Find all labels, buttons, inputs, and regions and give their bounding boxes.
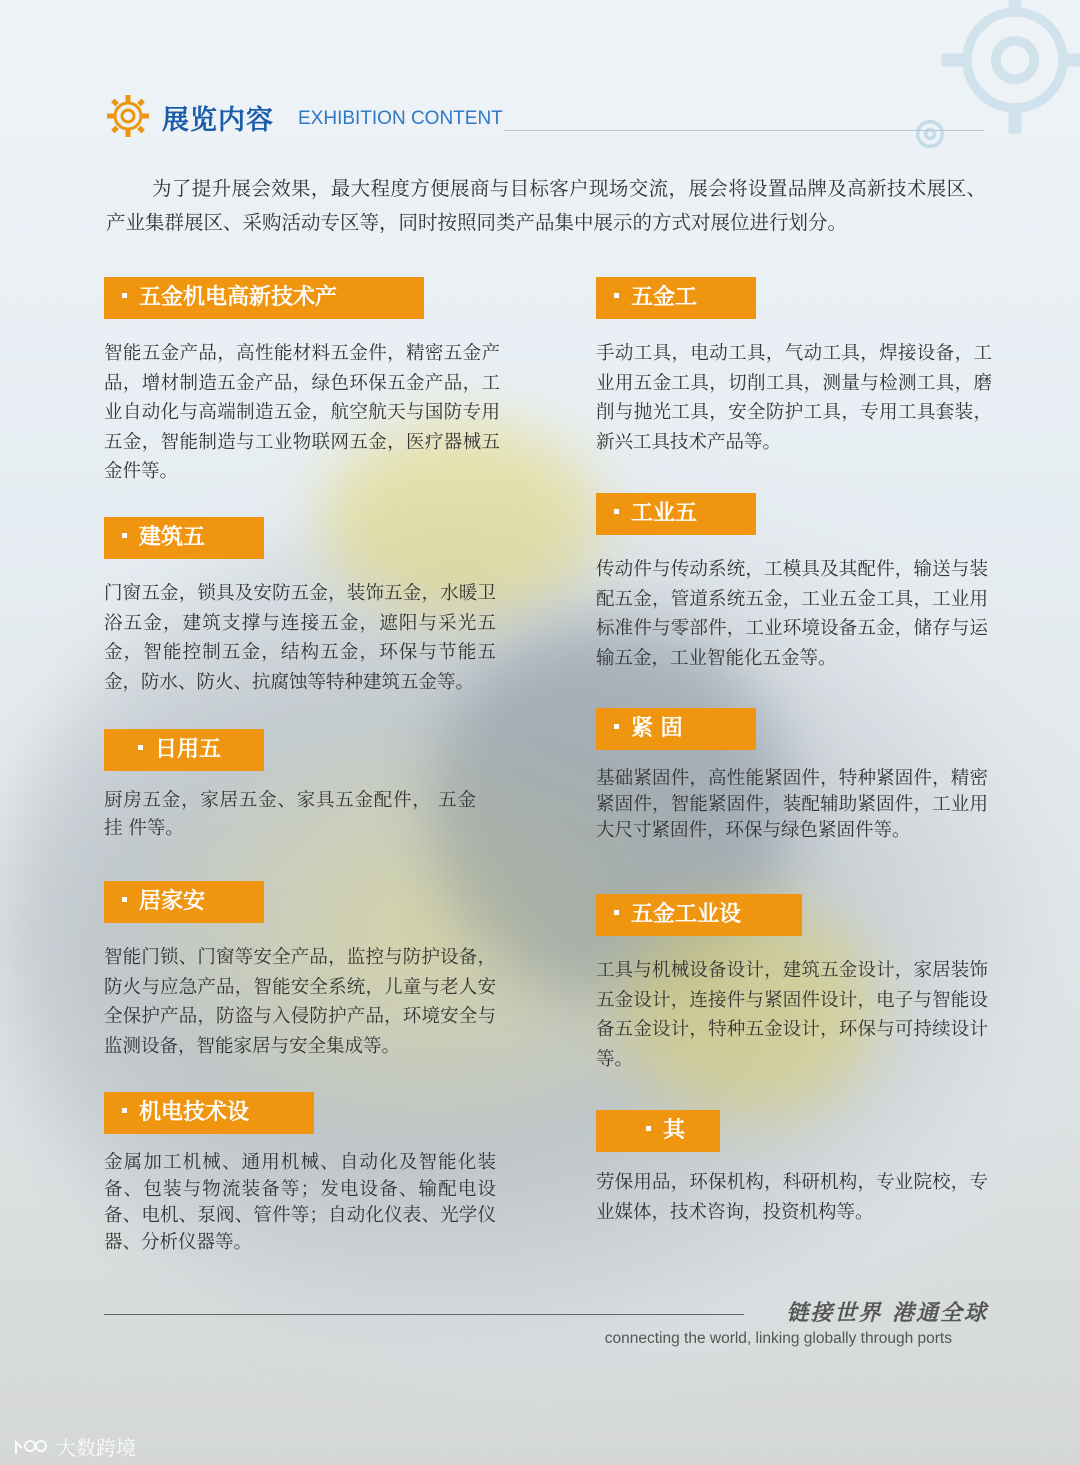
category-block xyxy=(596,708,988,844)
section-header xyxy=(104,92,984,142)
page-title: 展览内容 xyxy=(162,105,274,136)
category-label: 居家安 xyxy=(139,889,206,914)
intro-paragraph: 为了提升展会效果，最大程度方便展商与目标客户现场交流，展会将设置品牌及高新技术展区、产业集群展区、采购活动专区等，同时按照同类产品集中展示的方式对展位进行划分。 xyxy=(106,177,986,234)
category-block xyxy=(596,277,992,457)
bullet-icon xyxy=(122,897,127,902)
category-description: 基础紧固件，高性能紧固件，特种紧固件，精密紧固件，智能紧固件，装配辅助紧固件，工业用大尺寸紧固件，环保与绿色紧固件等。 xyxy=(596,768,988,841)
category-label-box xyxy=(596,894,802,936)
category-description: 智能门锁、门窗等安全产品，监控与防护设备，防火与应急产品，智能安全系统，儿童与老人安全保护产品，防盗与入侵防护产品，环境安全与监测设备，智能家居与安全集成等。 xyxy=(104,947,496,1057)
category-label: 五金工 xyxy=(631,285,698,310)
category-description: 厨房五金，家居五金、家具五金配件， 五金挂 件等。 xyxy=(104,790,476,839)
category-label: 五金工业设 xyxy=(631,902,742,927)
page-title-english: EXHIBITION CONTENT xyxy=(298,108,503,129)
category-description: 智能五金产品，高性能材料五金件，精密五金产品，增材制造五金产品，绿色环保五金产品，工业自动化与高端制造五金，航空航天与国防专用五金，智能制造与工业物联网五金，医疗器械五金件等。 xyxy=(104,343,500,482)
bullet-icon xyxy=(614,293,619,298)
category-label: 机电技术设 xyxy=(139,1100,250,1125)
category-label-box xyxy=(104,881,264,923)
category-block xyxy=(104,729,476,843)
bullet-icon xyxy=(138,745,143,750)
category-label: 工业五 xyxy=(631,501,698,526)
footer-divider xyxy=(104,1314,744,1315)
category-description: 工具与机械设备设计，建筑五金设计，家居装饰五金设计，连接件与紧固件设计，电子与智能设备五金设计，特种五金设计，环保与可持续设计等。 xyxy=(596,960,988,1070)
gear-icon xyxy=(104,92,152,140)
bullet-icon xyxy=(122,293,127,298)
bullet-icon xyxy=(122,533,127,538)
category-label-box xyxy=(104,729,264,771)
category-label-box xyxy=(104,277,424,319)
category-label: 建筑五 xyxy=(139,525,206,550)
watermark xyxy=(12,1432,136,1461)
bullet-icon xyxy=(614,724,619,729)
watermark-logo-icon xyxy=(12,1436,50,1458)
category-label-box xyxy=(596,493,756,535)
bullet-icon xyxy=(614,910,619,915)
category-label: 五金机电高新技术产 xyxy=(139,285,338,310)
category-label-box xyxy=(104,1092,314,1134)
category-label-box xyxy=(104,517,264,559)
category-block xyxy=(596,894,988,1074)
bullet-icon xyxy=(614,509,619,514)
slogan-chinese: 链接世界 港通全球 xyxy=(786,1301,988,1326)
category-label-box xyxy=(596,708,756,750)
header-divider xyxy=(504,130,984,131)
category-label: 紧 固 xyxy=(631,716,683,741)
category-block xyxy=(104,517,496,697)
category-description: 传动件与传动系统，工模具及其配件，输送与装配五金，管道系统五金，工业五金工具，工业用标准件与零部件，工业环境设备五金，储存与运输五金，工业智能化五金等。 xyxy=(596,559,988,669)
category-description: 门窗五金，锁具及安防五金，装饰五金，水暖卫浴五金，建筑支撑与连接五金，遮阳与采光五金，智能控制五金，结构五金，环保与节能五金，防水、防火、抗腐蚀等特种建筑五金等。 xyxy=(104,583,496,693)
category-label-box xyxy=(596,277,756,319)
category-description: 金属加工机械、通用机械、自动化及智能化装备、包装与物流装备等；发电设备、输配电设备、电机、泵阀、管件等；自动化仪表、光学仪器、分析仪器等。 xyxy=(104,1152,496,1253)
category-block xyxy=(596,1110,988,1227)
watermark-text: 大数跨境 xyxy=(56,1436,136,1460)
category-block xyxy=(104,881,496,1061)
category-label-box xyxy=(596,1110,720,1152)
category-label: 日用五 xyxy=(155,737,222,762)
category-block xyxy=(596,493,988,673)
category-block xyxy=(104,1092,496,1256)
bullet-icon xyxy=(122,1108,127,1113)
category-label: 其 xyxy=(663,1118,686,1143)
bullet-icon xyxy=(646,1126,651,1131)
category-description: 手动工具，电动工具，气动工具，焊接设备，工业用五金工具，切削工具，测量与检测工具，磨削与抛光工具，安全防护工具，专用工具套装，新兴工具技术产品等。 xyxy=(596,343,992,453)
category-description: 劳保用品，环保机构，科研机构，专业院校，专业媒体，技术咨询，投资机构等。 xyxy=(596,1172,988,1223)
slogan-english: connecting the world, linking globally through ports xyxy=(604,1330,952,1347)
category-block xyxy=(104,277,500,487)
